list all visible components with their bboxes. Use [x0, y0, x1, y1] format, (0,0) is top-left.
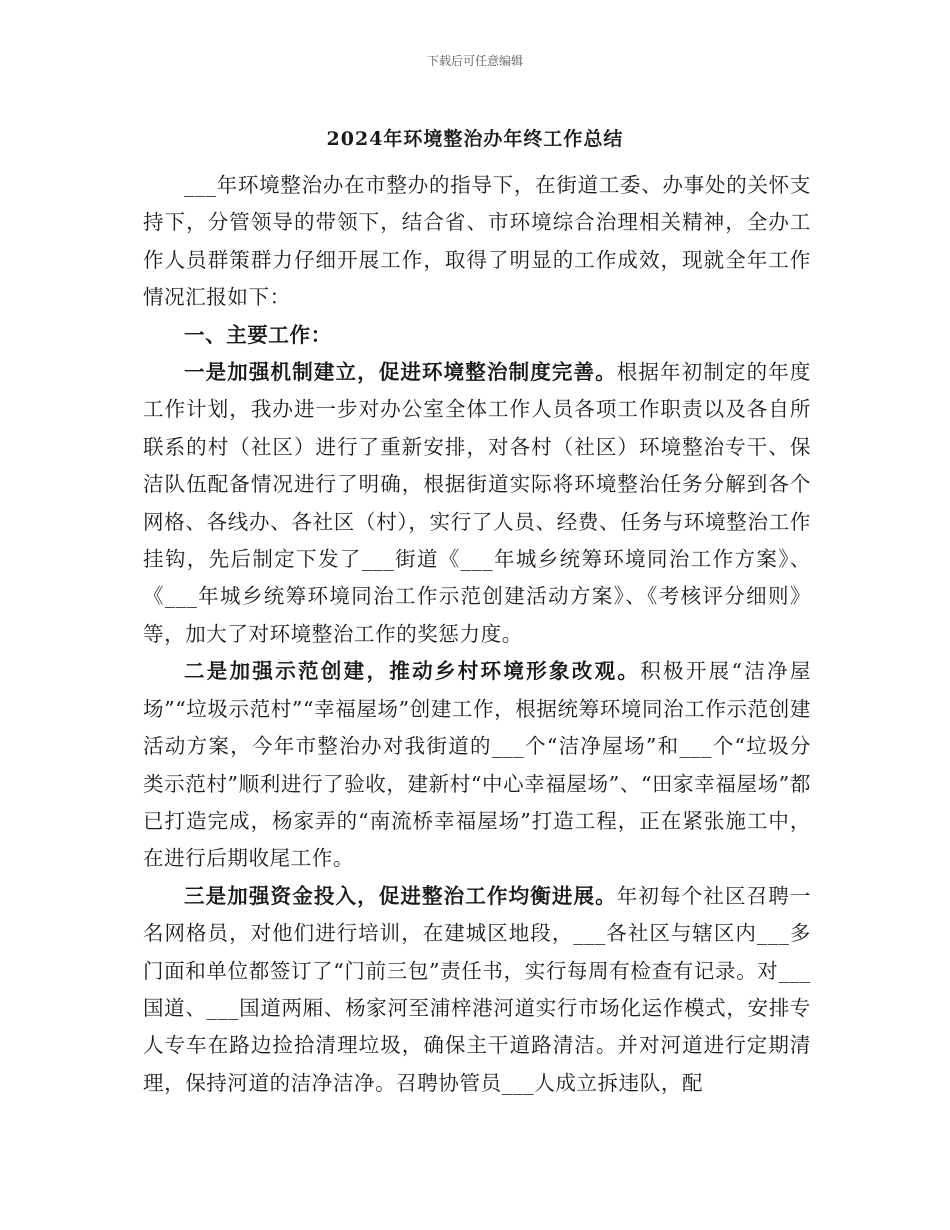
item-body: 年初每个社区召聘一名网格员，对他们进行培训，在建城区地段，___各社区与辖区内___多门面和单位都签订了“门前三包”责任书，实行每周有检查有记录。对___国道、___国道两厢、杨家河至浦梓港河道实行市场化运作模式，安排专人专车在路边捡拾清理垃圾，确保主干道路清洁。并对河道进行定期清理，保持河道的洁净洁净。召聘协管员___人成立拆违队，配: [143, 883, 811, 1095]
document-title: 2024年环境整治办年终工作总结: [326, 128, 624, 150]
item-lead: 一是加强机制建立，促进环境整治制度完善。: [184, 360, 617, 385]
page-header-note: 下载后可任意编辑: [426, 54, 523, 68]
item-paragraph: [143, 354, 811, 653]
item-lead: 三是加强资金投入，促进整治工作均衡进展。: [184, 883, 617, 908]
document-body: [143, 167, 811, 1102]
intro-paragraph: ___年环境整治办在市整办的指导下，在街道工委、办事处的关怀支持下，分管领导的带领下，结合省、市环境综合治理相关精神，全办工作人员群策群力仔细开展工作，取得了明显的工作成效，现就全年工作情况汇报如下：: [143, 173, 811, 310]
item-body: 积极开展“洁净屋场”“垃圾示范村”“幸福屋场”创建工作，根据统筹环境同治工作示范创建活动方案，今年市整治办对我街道的___个“洁净屋场”和___个“垃圾分类示范村”顺利进行了验收，建新村“中心幸福屋场”、“田家幸福屋场”都已打造完成，杨家弄的“南流桥幸福屋场”打造工程，正在紧张施工中，在进行后期收尾工作。: [143, 659, 812, 871]
section-heading: 一、主要工作：: [184, 322, 332, 347]
item-paragraph: [143, 653, 811, 877]
item-lead: 二是加强示范创建，推动乡村环境形象改观。: [184, 659, 641, 684]
item-body: 根据年初制定的年度工作计划，我办进一步对办公室全体工作人员各项工作职责以及各自所联系的村（社区）进行了重新安排，对各村（社区）环境整治专干、保洁队伍配备情况进行了明确，根据街道实际将环境整治任务分解到各个网格、各线办、各社区（村），实行了人员、经费、任务与环境整治工作挂钩，先后制定下发了___街道《___年城乡统筹环境同治工作方案》、《___年城乡统筹环境同治工作示范创建活动方案》、《考核评分细则》等，加大了对环境整治工作的奖惩力度。: [143, 360, 811, 646]
item-paragraph: [143, 878, 811, 1102]
